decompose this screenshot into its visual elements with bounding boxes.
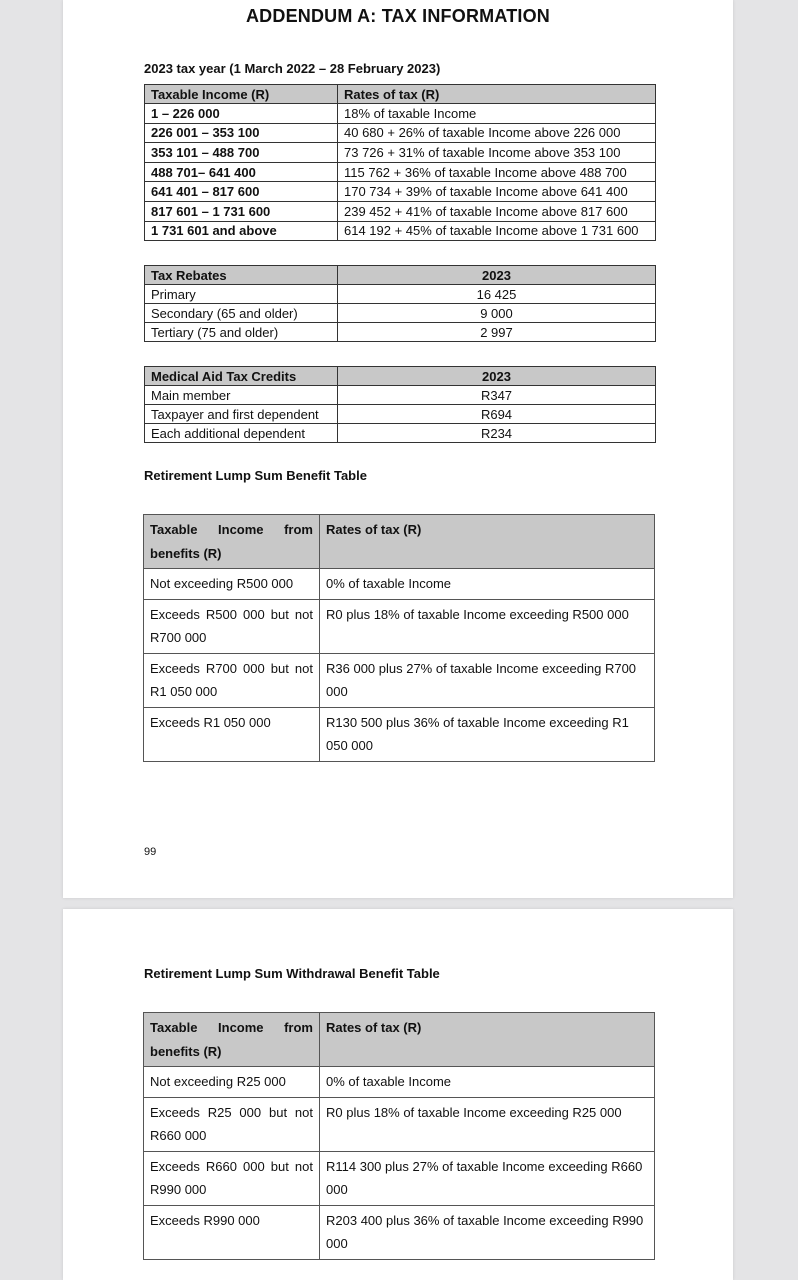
table-cell: Each additional dependent xyxy=(145,424,338,443)
table-header-row xyxy=(145,266,656,285)
table-header-cell: Medical Aid Tax Credits xyxy=(145,367,338,386)
table-header-cell: 2023 xyxy=(338,367,656,386)
table-row xyxy=(145,104,656,124)
document-page-1 xyxy=(63,0,733,898)
table-row xyxy=(144,1097,655,1151)
table-row xyxy=(145,123,656,143)
table-row xyxy=(144,569,655,600)
table-row xyxy=(144,1205,655,1259)
table-cell: 226 001 – 353 100 xyxy=(145,123,338,143)
table-header-cell: 2023 xyxy=(338,266,656,285)
table-cell: Tertiary (75 and older) xyxy=(145,323,338,342)
table-row xyxy=(145,201,656,221)
table-cell: Secondary (65 and older) xyxy=(145,304,338,323)
table-cell: 1 – 226 000 xyxy=(145,104,338,124)
table-row xyxy=(144,653,655,707)
table-cell: Primary xyxy=(145,285,338,304)
table-cell: R347 xyxy=(338,386,656,405)
table-header-cell: Taxable Income (R) xyxy=(145,85,338,104)
table-cell: 353 101 – 488 700 xyxy=(145,143,338,163)
table-row xyxy=(145,182,656,202)
table-cell: 9 000 xyxy=(338,304,656,323)
table-cell: 170 734 + 39% of taxable Income above 641 400 xyxy=(338,182,656,202)
table-row xyxy=(145,285,656,304)
table-cell: Exceeds R25 000 but not R660 000 xyxy=(144,1097,320,1151)
table-header-cell: Rates of tax (R) xyxy=(320,1013,655,1067)
table-cell: Not exceeding R500 000 xyxy=(144,569,320,600)
table-cell: 18% of taxable Income xyxy=(338,104,656,124)
table-header-cell: Taxable Income from benefits (R) xyxy=(144,1013,320,1067)
table-cell: Exceeds R500 000 but not R700 000 xyxy=(144,599,320,653)
tax-rebates-table xyxy=(144,265,656,342)
table-header-cell: Rates of tax (R) xyxy=(338,85,656,104)
tax-brackets-table xyxy=(144,84,656,241)
document-page-2 xyxy=(63,909,733,1280)
withdrawal-benefit-table xyxy=(143,1012,655,1260)
table-cell: 488 701– 641 400 xyxy=(145,162,338,182)
table-cell: 16 425 xyxy=(338,285,656,304)
table-row xyxy=(145,405,656,424)
table-cell: Exceeds R700 000 but not R1 050 000 xyxy=(144,653,320,707)
table-cell: R114 300 plus 27% of taxable Income exceeding R660 000 xyxy=(320,1151,655,1205)
table-cell: 115 762 + 36% of taxable Income above 488 700 xyxy=(338,162,656,182)
table-cell: Not exceeding R25 000 xyxy=(144,1067,320,1098)
table-cell: R130 500 plus 36% of taxable Income exceeding R1 050 000 xyxy=(320,707,655,761)
table-row xyxy=(145,424,656,443)
table-cell: Taxpayer and first dependent xyxy=(145,405,338,424)
table-cell: Exceeds R990 000 xyxy=(144,1205,320,1259)
table-header-cell: Rates of tax (R) xyxy=(320,515,655,569)
table-row xyxy=(145,386,656,405)
table-row xyxy=(144,707,655,761)
table-cell: Main member xyxy=(145,386,338,405)
table-cell: 817 601 – 1 731 600 xyxy=(145,201,338,221)
retirement-benefit-table xyxy=(143,514,655,762)
table-row xyxy=(144,599,655,653)
table-cell: R203 400 plus 36% of taxable Income exceeding R990 000 xyxy=(320,1205,655,1259)
table-header-row xyxy=(144,515,655,569)
table-row xyxy=(145,143,656,163)
tax-year-caption: 2023 tax year (1 March 2022 – 28 February 2023) xyxy=(144,61,441,76)
table-cell: Exceeds R1 050 000 xyxy=(144,707,320,761)
table-cell: 0% of taxable Income xyxy=(320,1067,655,1098)
table-cell: Exceeds R660 000 but not R990 000 xyxy=(144,1151,320,1205)
table-header-row xyxy=(145,85,656,104)
table-cell: 2 997 xyxy=(338,323,656,342)
table-header-cell: Taxable Income from benefits (R) xyxy=(144,515,320,569)
withdrawal-benefit-caption: Retirement Lump Sum Withdrawal Benefit Table xyxy=(144,966,440,981)
table-row xyxy=(145,221,656,241)
table-cell: 73 726 + 31% of taxable Income above 353 100 xyxy=(338,143,656,163)
table-cell: 614 192 + 45% of taxable Income above 1 731 600 xyxy=(338,221,656,241)
table-header-cell: Tax Rebates xyxy=(145,266,338,285)
table-cell: 0% of taxable Income xyxy=(320,569,655,600)
table-cell: R694 xyxy=(338,405,656,424)
table-header-row xyxy=(145,367,656,386)
table-cell: 1 731 601 and above xyxy=(145,221,338,241)
medical-aid-credits-table xyxy=(144,366,656,443)
table-row xyxy=(145,162,656,182)
table-row xyxy=(144,1067,655,1098)
table-cell: 239 452 + 41% of taxable Income above 817 600 xyxy=(338,201,656,221)
table-cell: R36 000 plus 27% of taxable Income exceeding R700 000 xyxy=(320,653,655,707)
table-cell: R234 xyxy=(338,424,656,443)
table-cell: R0 plus 18% of taxable Income exceeding R500 000 xyxy=(320,599,655,653)
table-row xyxy=(145,304,656,323)
table-cell: 641 401 – 817 600 xyxy=(145,182,338,202)
table-cell: R0 plus 18% of taxable Income exceeding R25 000 xyxy=(320,1097,655,1151)
retirement-benefit-caption: Retirement Lump Sum Benefit Table xyxy=(144,468,367,483)
table-header-row xyxy=(144,1013,655,1067)
table-cell: 40 680 + 26% of taxable Income above 226 000 xyxy=(338,123,656,143)
table-row xyxy=(145,323,656,342)
page-number: 99 xyxy=(144,846,157,858)
table-row xyxy=(144,1151,655,1205)
document-title: ADDENDUM A: TAX INFORMATION xyxy=(245,6,551,26)
